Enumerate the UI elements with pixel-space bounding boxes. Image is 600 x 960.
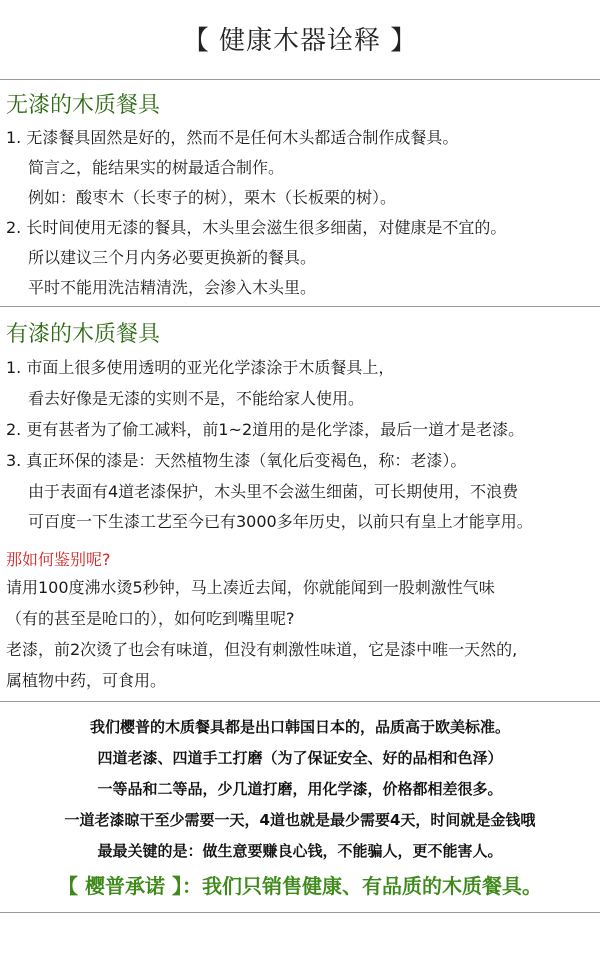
section-heading-lacquered: 有漆的木质餐具 (6, 322, 161, 347)
text-line: 2. 长时间使用无漆的餐具，木头里会滋生很多细菌，对健康是不宜的。 (6, 218, 507, 237)
divider (0, 912, 600, 913)
page-title: 【 健康木器诠释 】 (182, 26, 418, 56)
divider (0, 701, 600, 702)
text-line: 1. 无漆餐具固然是好的，然而不是任何木头都适合制作成餐具。 (6, 128, 459, 147)
text-line: 3. 真正环保的漆是：天然植物生漆（氧化后变褐色，称：老漆）。 (6, 451, 467, 470)
brand-promise: 【 樱普承诺 】：我们只销售健康、有品质的木质餐具。 (58, 874, 542, 898)
text-line: 属植物中药，可食用。 (6, 671, 167, 690)
text-line: 2. 更有甚者为了偷工减料，前1~2道用的是化学漆，最后一道才是老漆。 (6, 420, 525, 439)
divider (0, 306, 600, 307)
section-heading-identify: 那如何鉴别呢? (6, 550, 111, 569)
brand-statement-line: 我们樱普的木质餐具都是出口韩国日本的，品质高于欧美标准。 (89, 718, 510, 736)
divider (0, 79, 600, 80)
text-line: 所以建议三个月内务必要更换新的餐具。 (28, 248, 317, 267)
text-line: 平时不能用洗洁精清洗，会渗入木头里。 (28, 278, 317, 297)
text-line: 老漆，前2次烫了也会有味道，但没有刺激性味道，它是漆中唯一天然的, (6, 640, 518, 659)
brand-statement-line: 四道老漆、四道手工打磨（为了保证安全、好的品相和色泽） (97, 749, 503, 767)
text-line: 1. 市面上很多使用透明的亚光化学漆涂于木质餐具上， (6, 358, 395, 377)
text-line: 可百度一下生漆工艺至今已有3000多年历史，以前只有皇上才能享用。 (28, 512, 533, 531)
text-line: 看去好像是无漆的实则不是，不能给家人使用。 (28, 389, 365, 408)
text-line: 简言之，能结果实的树最适合制作。 (28, 158, 285, 177)
text-line: （有的甚至是呛口的），如何吃到嘴里呢? (6, 609, 295, 628)
text-line: 请用100度沸水烫5秒钟，马上凑近去闻，你就能闻到一股刺激性气味 (6, 578, 495, 597)
brand-statement-line: 一道老漆晾干至少需要一天，4道也就是最少需要4天，时间就是金钱哦 (64, 811, 536, 829)
brand-statement-line: 最最关键的是：做生意要赚良心钱，不能骗人，更不能害人。 (97, 842, 503, 860)
text-line: 由于表面有4道老漆保护，木头里不会滋生细菌，可长期使用，不浪费 (28, 482, 519, 501)
section-heading-no-lacquer: 无漆的木质餐具 (6, 93, 161, 118)
text-line: 例如：酸枣木（长枣子的树），栗木（长板栗的树）。 (28, 188, 397, 207)
brand-statement-line: 一等品和二等品，少几道打磨，用化学漆，价格都相差很多。 (97, 780, 503, 798)
